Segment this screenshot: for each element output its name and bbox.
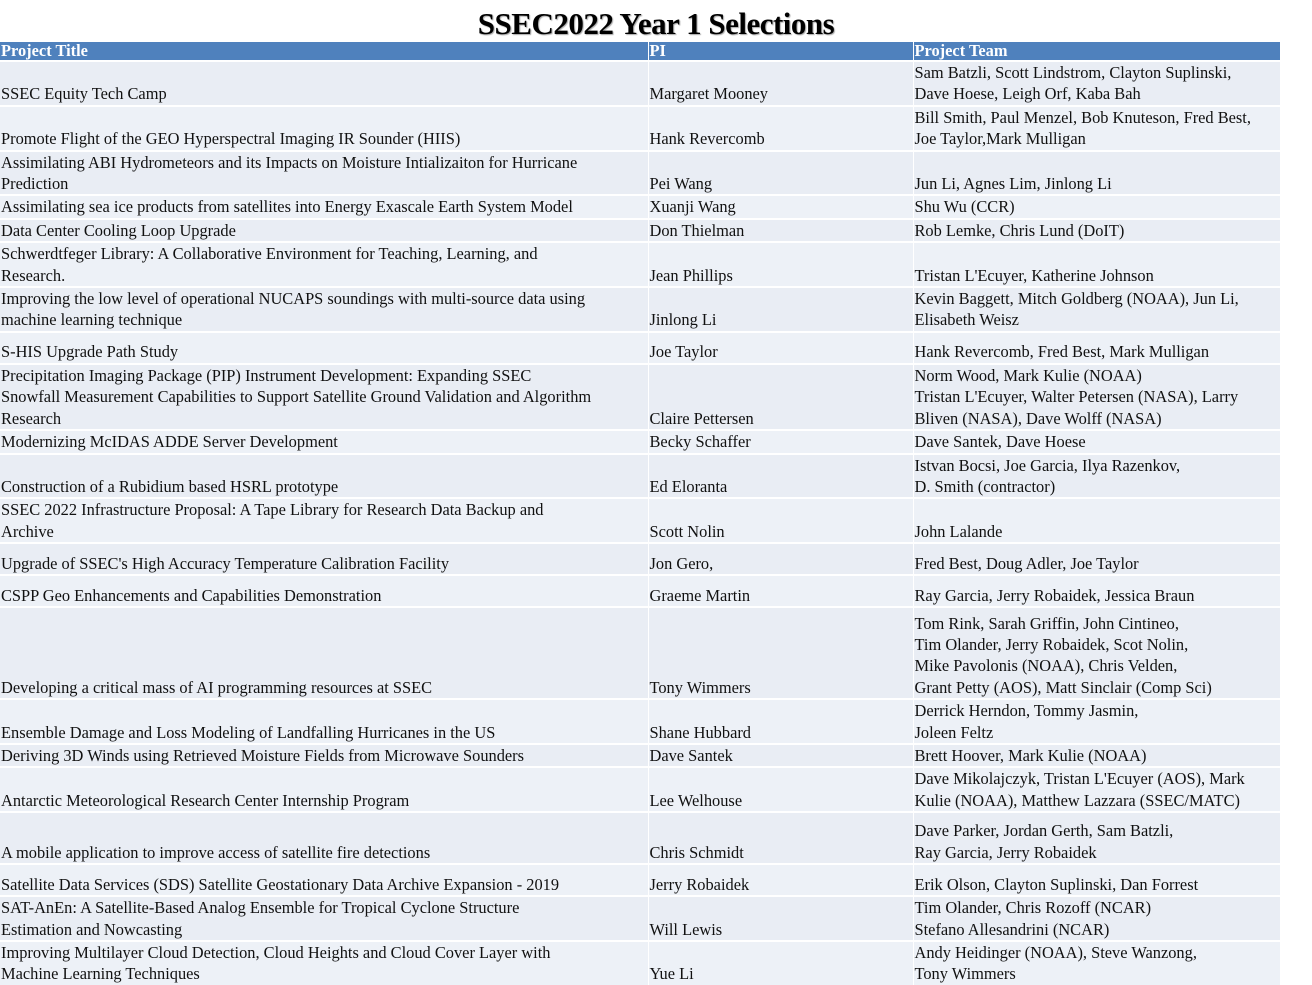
cell-pi: Joe Taylor: [648, 332, 913, 364]
cell-pi: Tony Wimmers: [648, 607, 913, 699]
cell-project-title: Ensemble Damage and Loss Modeling of Landfalling Hurricanes in the US: [0, 699, 648, 744]
cell-pi: Margaret Mooney: [648, 61, 913, 106]
table-row: [0, 864, 1280, 896]
cell-project-title: CSPP Geo Enhancements and Capabilities Demonstration: [0, 575, 648, 607]
cell-pi: Scott Nolin: [648, 498, 913, 543]
table-row: [0, 364, 1280, 430]
table-row: [0, 575, 1280, 607]
cell-project-title: Upgrade of SSEC's High Accuracy Temperature Calibration Facility: [0, 543, 648, 575]
cell-project-team: Erik Olson, Clayton Suplinski, Dan Forrest: [913, 864, 1280, 896]
cell-project-team: Brett Hoover, Mark Kulie (NOAA): [913, 744, 1280, 767]
cell-project-team: Sam Batzli, Scott Lindstrom, Clayton Suplinski, Dave Hoese, Leigh Orf, Kaba Bah: [913, 61, 1280, 106]
cell-pi: Ed Eloranta: [648, 454, 913, 499]
table-row: [0, 195, 1280, 218]
table-row: [0, 543, 1280, 575]
cell-project-title: Assimilating ABI Hydrometeors and its Impacts on Moisture Intializaiton for Hurricane Prediction: [0, 151, 648, 196]
cell-project-title: SAT-AnEn: A Satellite-Based Analog Ensemble for Tropical Cyclone Structure Estimation and Nowcasting: [0, 896, 648, 941]
cell-project-team: Istvan Bocsi, Joe Garcia, Ilya Razenkov, D. Smith (contractor): [913, 454, 1280, 499]
cell-project-title: A mobile application to improve access of satellite fire detections: [0, 812, 648, 864]
table-row: [0, 61, 1280, 106]
table-row: [0, 287, 1280, 332]
cell-project-team: Dave Parker, Jordan Gerth, Sam Batzli, Ray Garcia, Jerry Robaidek: [913, 812, 1280, 864]
header-project-team: Project Team: [913, 42, 1280, 61]
cell-project-team: Tom Rink, Sarah Griffin, John Cintineo, Tim Olander, Jerry Robaidek, Scot Nolin, Mike Pavolonis (NOAA), Chris Velden, Grant Petty (AOS), Matt Sinclair (Comp Sci): [913, 607, 1280, 699]
cell-project-title: S-HIS Upgrade Path Study: [0, 332, 648, 364]
table-row: [0, 941, 1280, 985]
cell-pi: Jean Phillips: [648, 242, 913, 287]
cell-project-title: Deriving 3D Winds using Retrieved Moisture Fields from Microwave Sounders: [0, 744, 648, 767]
cell-pi: Don Thielman: [648, 219, 913, 242]
table-row: [0, 242, 1280, 287]
cell-pi: Chris Schmidt: [648, 812, 913, 864]
table-header-row: [0, 42, 1280, 61]
table-row: [0, 106, 1280, 151]
cell-pi: Jerry Robaidek: [648, 864, 913, 896]
cell-project-title: Assimilating sea ice products from satellites into Energy Exascale Earth System Model: [0, 195, 648, 218]
cell-project-title: Data Center Cooling Loop Upgrade: [0, 219, 648, 242]
cell-pi: Dave Santek: [648, 744, 913, 767]
cell-pi: Yue Li: [648, 941, 913, 985]
cell-project-title: Satellite Data Services (SDS) Satellite Geostationary Data Archive Expansion - 2019: [0, 864, 648, 896]
cell-project-team: Tim Olander, Chris Rozoff (NCAR) Stefano Allesandrini (NCAR): [913, 896, 1280, 941]
cell-project-team: Fred Best, Doug Adler, Joe Taylor: [913, 543, 1280, 575]
cell-project-team: Shu Wu (CCR): [913, 195, 1280, 218]
cell-project-team: Andy Heidinger (NOAA), Steve Wanzong, Tony Wimmers: [913, 941, 1280, 985]
cell-project-team: Dave Mikolajczyk, Tristan L'Ecuyer (AOS), Mark Kulie (NOAA), Matthew Lazzara (SSEC/MATC): [913, 767, 1280, 812]
cell-project-team: Rob Lemke, Chris Lund (DoIT): [913, 219, 1280, 242]
table-row: [0, 151, 1280, 196]
page-title: SSEC2022 Year 1 Selections: [477, 6, 835, 41]
cell-project-title: Precipitation Imaging Package (PIP) Instrument Development: Expanding SSEC Snowfall Measurement Capabilities to Support Satellite Ground Validation and Algorithm Research: [0, 364, 648, 430]
table-row: [0, 699, 1280, 744]
cell-pi: Hank Revercomb: [648, 106, 913, 151]
cell-project-team: Derrick Herndon, Tommy Jasmin, Joleen Feltz: [913, 699, 1280, 744]
table-row: [0, 454, 1280, 499]
cell-project-team: Hank Revercomb, Fred Best, Mark Mulligan: [913, 332, 1280, 364]
cell-project-team: Tristan L'Ecuyer, Katherine Johnson: [913, 242, 1280, 287]
table-row: [0, 767, 1280, 812]
cell-project-title: Developing a critical mass of AI programming resources at SSEC: [0, 607, 648, 699]
table-row: [0, 607, 1280, 699]
cell-pi: Pei Wang: [648, 151, 913, 196]
cell-pi: Graeme Martin: [648, 575, 913, 607]
cell-project-title: Construction of a Rubidium based HSRL prototype: [0, 454, 648, 499]
cell-pi: Becky Schaffer: [648, 430, 913, 453]
cell-project-team: Norm Wood, Mark Kulie (NOAA) Tristan L'Ecuyer, Walter Petersen (NASA), Larry Bliven (NASA), Dave Wolff (NASA): [913, 364, 1280, 430]
cell-pi: Shane Hubbard: [648, 699, 913, 744]
table-row: [0, 430, 1280, 453]
cell-pi: Lee Welhouse: [648, 767, 913, 812]
cell-project-title: Improving Multilayer Cloud Detection, Cloud Heights and Cloud Cover Layer with Machine Learning Techniques: [0, 941, 648, 985]
cell-project-title: Schwerdtfeger Library: A Collaborative Environment for Teaching, Learning, and Research.: [0, 242, 648, 287]
header-pi: PI: [648, 42, 913, 61]
cell-project-team: Dave Santek, Dave Hoese: [913, 430, 1280, 453]
cell-project-team: Jun Li, Agnes Lim, Jinlong Li: [913, 151, 1280, 196]
cell-pi: Jinlong Li: [648, 287, 913, 332]
selections-table: [0, 42, 1281, 985]
cell-project-title: Modernizing McIDAS ADDE Server Development: [0, 430, 648, 453]
cell-pi: Xuanji Wang: [648, 195, 913, 218]
header-project-title: Project Title: [0, 42, 648, 61]
table-row: [0, 744, 1280, 767]
cell-pi: Claire Pettersen: [648, 364, 913, 430]
cell-pi: Jon Gero,: [648, 543, 913, 575]
cell-project-team: Ray Garcia, Jerry Robaidek, Jessica Braun: [913, 575, 1280, 607]
cell-project-title: SSEC 2022 Infrastructure Proposal: A Tape Library for Research Data Backup and Archive: [0, 498, 648, 543]
cell-project-team: Bill Smith, Paul Menzel, Bob Knuteson, Fred Best, Joe Taylor,Mark Mulligan: [913, 106, 1280, 151]
table-row: [0, 219, 1280, 242]
table-row: [0, 896, 1280, 941]
table-body: [0, 61, 1280, 985]
cell-project-title: Improving the low level of operational NUCAPS soundings with multi-source data using machine learning technique: [0, 287, 648, 332]
cell-project-title: Promote Flight of the GEO Hyperspectral Imaging IR Sounder (HIIS): [0, 106, 648, 151]
table-row: [0, 812, 1280, 864]
cell-project-team: Kevin Baggett, Mitch Goldberg (NOAA), Jun Li, Elisabeth Weisz: [913, 287, 1280, 332]
cell-project-team: John Lalande: [913, 498, 1280, 543]
cell-project-title: SSEC Equity Tech Camp: [0, 61, 648, 106]
table-row: [0, 498, 1280, 543]
cell-pi: Will Lewis: [648, 896, 913, 941]
table-row: [0, 332, 1280, 364]
cell-project-title: Antarctic Meteorological Research Center Internship Program: [0, 767, 648, 812]
